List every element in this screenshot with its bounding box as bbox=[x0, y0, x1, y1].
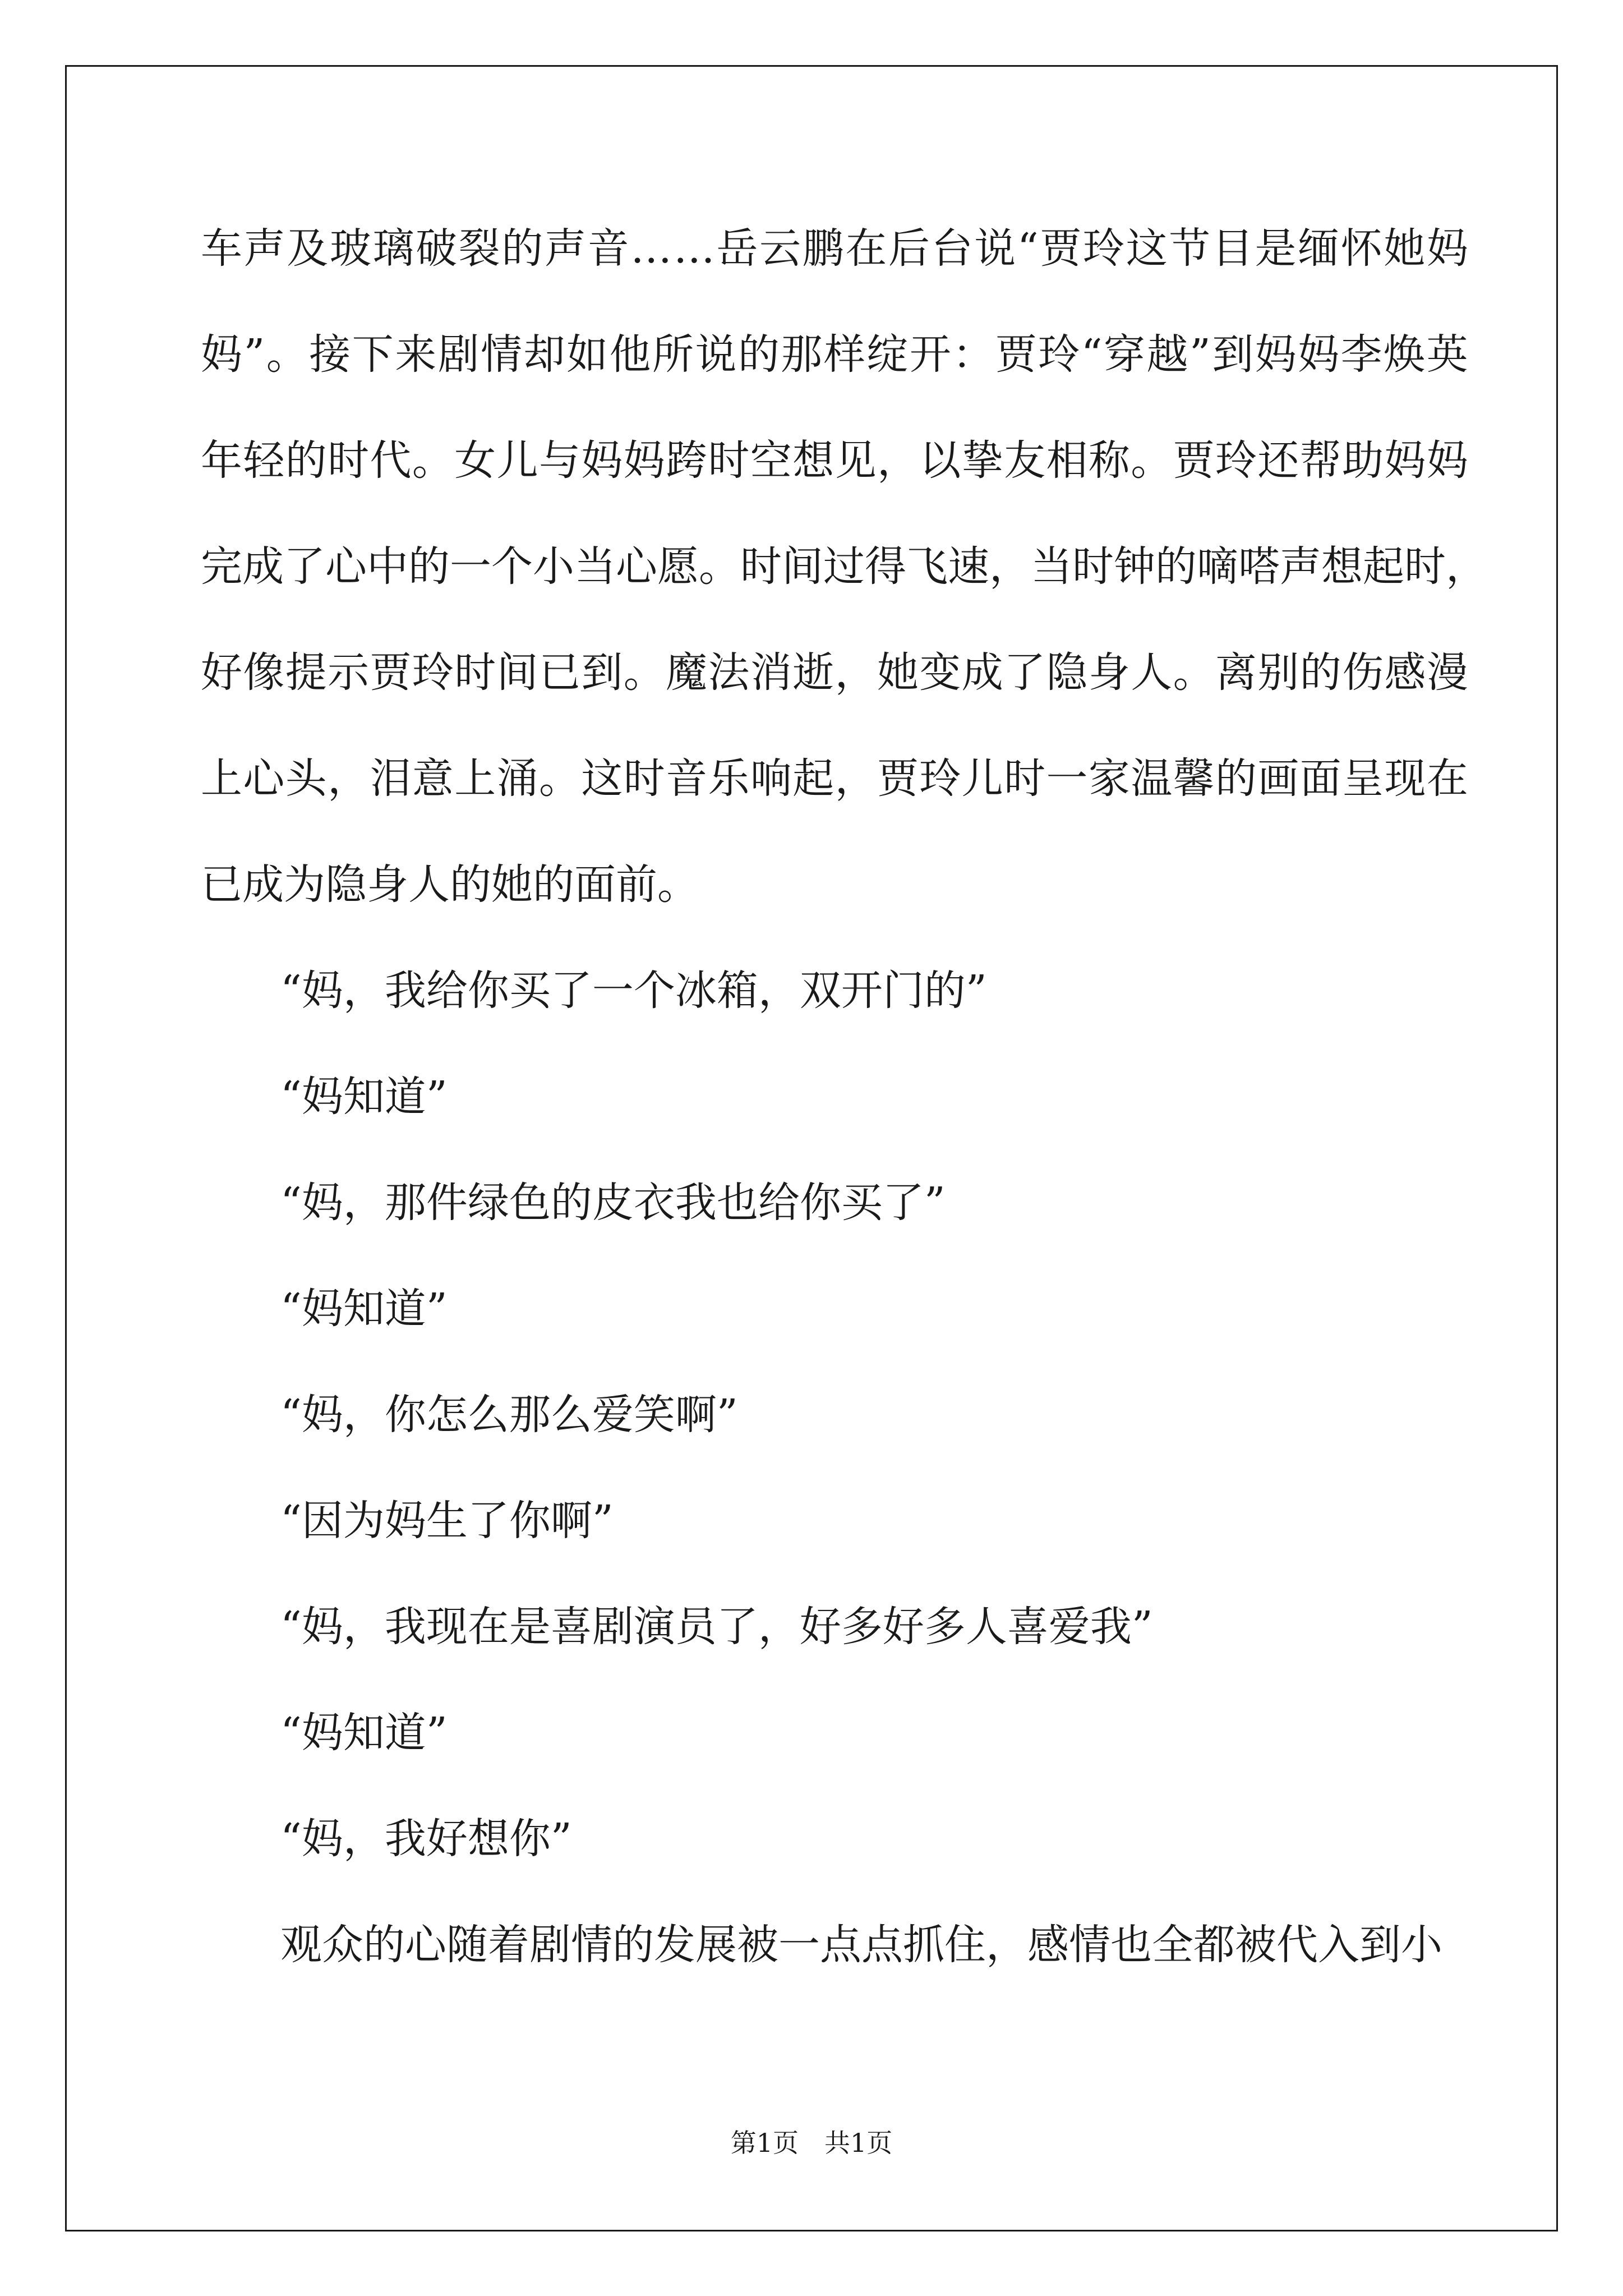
dialogue-line: “因为妈生了你啊” bbox=[280, 1497, 614, 1545]
text-line: 好 像 提 示 贾 玲 时 间 已 到 。 魔 法 消 逝 ， 她 变 成 了 隐 身 人 。 离 别 的 伤 感 漫 bbox=[201, 648, 1468, 697]
dialogue-line: “妈，我给你买了一个冰箱，双开门的” bbox=[280, 967, 987, 1015]
text-line: 年 轻 的 时 代 。 女 儿 与 妈 妈 跨 时 空 想 见 ， 以 挚 友 相 称 。 贾 玲 还 帮 助 妈 妈 bbox=[201, 436, 1468, 485]
dialogue-line: “妈知道” bbox=[280, 1285, 448, 1333]
text-line: 观众的心随着剧情的发展被一点点抓住，感情也全都被代入到小 bbox=[280, 1921, 1442, 1969]
text-line: 完 成 了 心 中 的 一 个 小 当 心 愿 。 时 间 过 得 飞 速 ， 当 时 钟 的 嘀 嗒 声 想 起 时 ， bbox=[201, 542, 1487, 591]
dialogue-line: “妈，你怎么那么爱笑啊” bbox=[280, 1391, 738, 1439]
dialogue-line: “妈，我好想你” bbox=[280, 1815, 572, 1863]
text-line: 上 心 头 ， 泪 意 上 涌 。 这 时 音 乐 响 起 ， 贾 玲 儿 时 一 家 温 馨 的 画 面 呈 现 在 bbox=[201, 754, 1468, 803]
dialogue-line: “妈知道” bbox=[280, 1709, 448, 1757]
page-number-footer: 第1页 共1页 bbox=[730, 2128, 893, 2158]
dialogue-line: “妈，那件绿色的皮衣我也给你买了” bbox=[280, 1179, 946, 1227]
dialogue-line: “妈知道” bbox=[280, 1073, 448, 1121]
text-line: 妈 ” 。 接 下 来 剧 情 却 如 他 所 说 的 那 样 绽 开 ： 贾 玲 “ 穿 越 ” 到 妈 妈 李 焕 英 bbox=[201, 330, 1468, 379]
text-line: 车 声 及 玻 璃 破 裂 的 声 音 … … 岳 云 鹏 在 后 台 说 “ 贾 玲 这 节 目 是 缅 怀 她 妈 bbox=[201, 224, 1468, 273]
document-body bbox=[201, 223, 1487, 2026]
dialogue-line: “妈，我现在是喜剧演员了，好多好多人喜爱我” bbox=[280, 1603, 1153, 1651]
text-line: 已成为隐身人的她的面前。 bbox=[201, 861, 699, 909]
